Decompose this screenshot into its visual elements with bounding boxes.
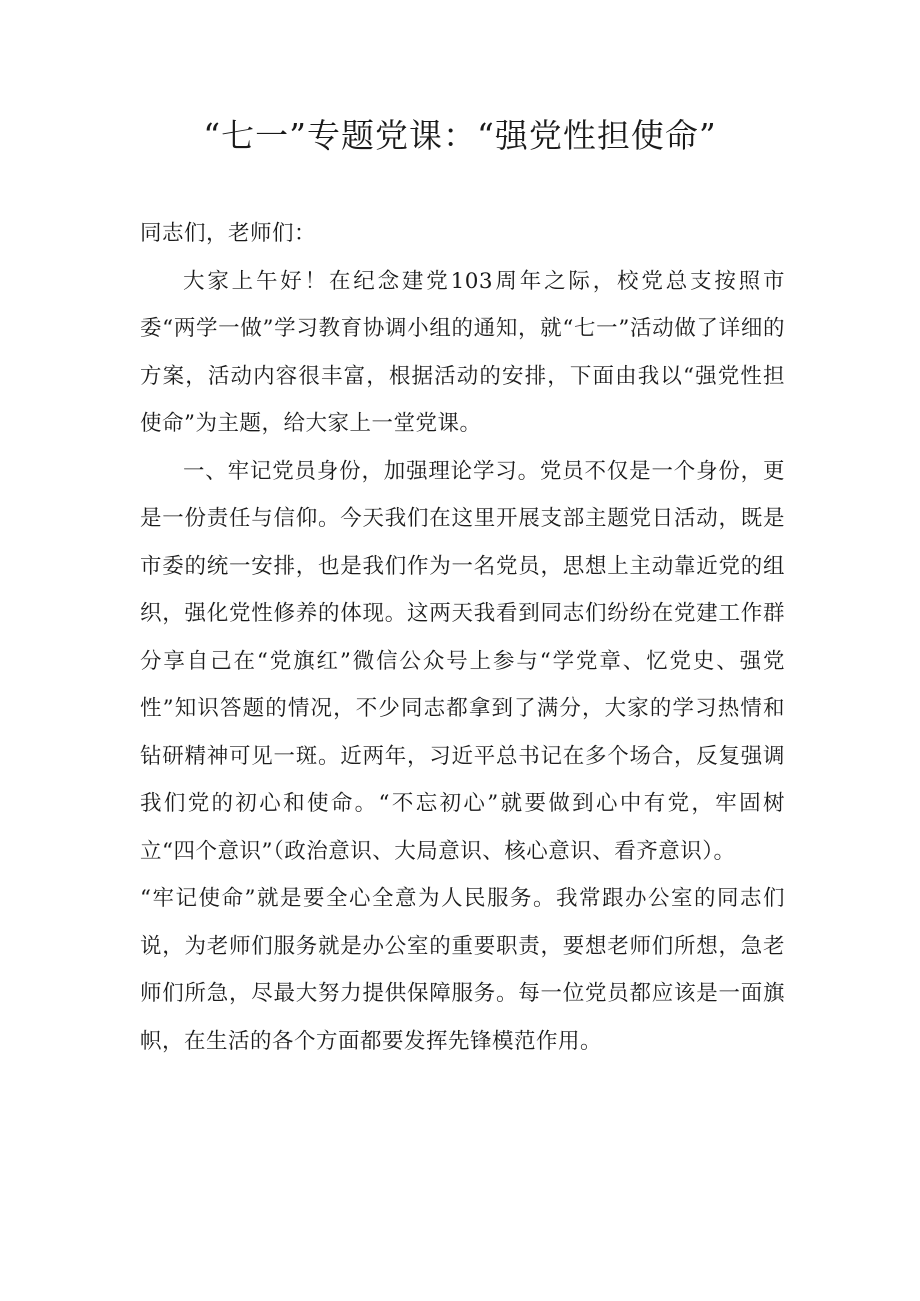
- document-body: [140, 210, 785, 1065]
- paragraph-opening: 大家上午好！在纪念建党103周年之际，校党总支按照市委“两学一做”学习教育协调小组的通知，就“七一”活动做了详细的方案，活动内容很丰富，根据活动的安排，下面由我以“强党性担使命”为主题，给大家上一堂党课。: [140, 268, 785, 436]
- greeting-line: 同志们，老师们：: [140, 221, 317, 246]
- document-title: “七一”专题党课：“强党性担使命”: [203, 116, 717, 155]
- paragraph-mission: “牢记使命”就是要全心全意为人民服务。我常跟办公室的同志们说，为老师们服务就是办公室的重要职责，要想老师们所想，急老师们所急，尽最大努力提供保障服务。每一位党员都应该是一面旗帜，在生活的各个方面都要发挥先锋模范作用。: [140, 886, 785, 1054]
- paragraph-section-one: 一、牢记党员身份，加强理论学习。党员不仅是一个身份，更是一份责任与信仰。今天我们在这里开展支部主题党日活动，既是市委的统一安排，也是我们作为一名党员，思想上主动靠近党的组织，强化党性修养的体现。这两天我看到同志们纷纷在党建工作群分享自己在“党旗红”微信公众号上参与“学党章、忆党史、强党性”知识答题的情况，不少同志都拿到了满分，大家的学习热情和钻研精神可见一斑。近两年，习近平总书记在多个场合，反复强调我们党的初心和使命。“不忘初心”就要做到心中有党，牢固树立“四个意识”（政治意识、大局意识、核心意识、看齐意识）。: [140, 458, 785, 864]
